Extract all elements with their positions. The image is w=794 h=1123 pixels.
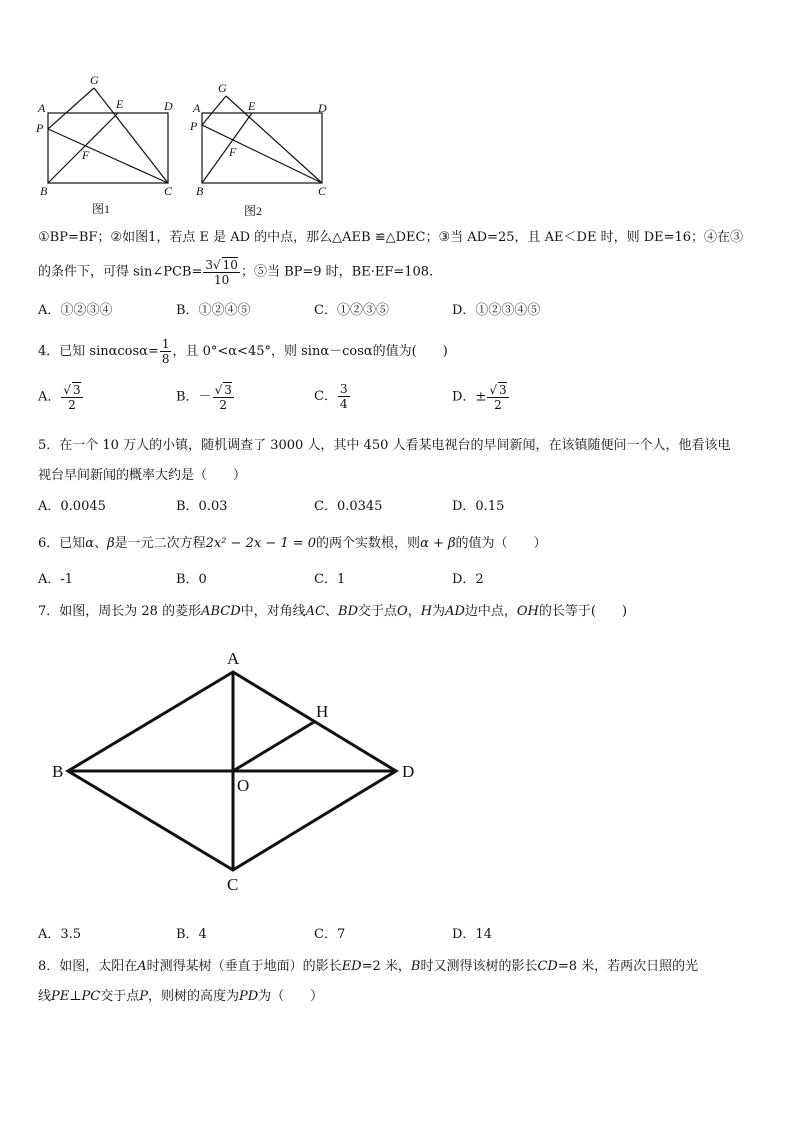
q4-option-d[interactable]: D．± $\frac{√ 3}{2}$ — [452, 383, 507, 412]
fig1-label-C: C — [164, 184, 173, 198]
q8-pd: PD — [238, 989, 259, 1004]
q6-p1: 6．已知 — [38, 536, 86, 551]
q4-c-num: 3 — [339, 382, 348, 396]
q6-sep: 、 — [94, 536, 108, 551]
q7-abcd: ABCD — [201, 604, 241, 619]
q3-statement-line1: ①BP=BF；②如图1，若点 E 是 AD 的中点，那么△AEB ≌△DEC；③当 AD=25，且 AE＜DE 时，则 DE=16；④在③ — [38, 230, 744, 245]
q5-option-d[interactable]: D．0.15 — [452, 499, 505, 514]
fig2-line-PG — [202, 96, 226, 125]
fig2-label-B: B — [196, 184, 204, 198]
q6-beta: β — [107, 536, 115, 551]
fig2-label-G: G — [218, 81, 227, 95]
q6-option-c[interactable]: C．1 — [314, 572, 346, 587]
q7-segment-oh — [233, 722, 314, 771]
q3-option-c[interactable]: C．①②③⑤ — [314, 303, 389, 318]
q3-frac-coef: 3 — [205, 258, 214, 272]
q3-option-d[interactable]: D．①②③④⑤ — [452, 303, 541, 318]
fig1-line-PC — [48, 129, 168, 183]
q5-stem-line1: 5．在一个 10 万人的小镇，随机调查了 3000 人，其中 450 人看某电视台的早间新闻，在该镇随便问一个人，他看该电 — [38, 438, 731, 453]
fig2-label-D: D — [318, 101, 327, 115]
fig2-rectangle — [202, 113, 322, 183]
fig1-label-F: F — [82, 148, 90, 162]
q7-o: O — [397, 604, 408, 619]
q4-d-radicand: 3 — [498, 383, 507, 397]
q7-p5: ， — [407, 604, 421, 619]
q8-l2-p2: 交于点 — [100, 989, 140, 1004]
q4-a-label: A． — [38, 389, 61, 405]
q4-option-a[interactable]: A． $\frac{√ 3}{2}$ — [38, 383, 81, 412]
fig1-label-A: A — [38, 101, 46, 115]
q7-p2: 中，对角线 — [240, 604, 306, 619]
figure-1-labels — [35, 73, 173, 198]
q7-p6: 为 — [432, 604, 446, 619]
q8-cd: CD — [537, 959, 558, 974]
q6-p2: 是一元二次方程 — [114, 536, 206, 551]
q8-l2-p3: ，则树的高度为 — [147, 989, 239, 1004]
q4-d-label: D．± — [452, 389, 487, 405]
q7-option-d[interactable]: D．14 — [452, 927, 492, 942]
q8-p5: =8 米，若两次日照的光 — [557, 959, 699, 974]
q5-option-c[interactable]: C．0.0345 — [314, 499, 383, 514]
q7-ad: AD — [445, 604, 465, 619]
q4-fraction — [160, 337, 172, 366]
fig1-caption: 图1 — [92, 202, 111, 216]
q4-option-b[interactable]: B．－ $\frac{√ 3}{2}$ — [176, 383, 232, 412]
q3-statement-line2 — [38, 257, 433, 287]
fig1-label-P: P — [36, 121, 44, 135]
q7-rhombus-figure — [40, 640, 440, 900]
q4-frac-num: 1 — [161, 337, 170, 351]
q7-p3: 、 — [325, 604, 339, 619]
q7-label-B: B — [52, 762, 64, 781]
fig1-label-G: G — [90, 73, 99, 87]
q8-perp: ⊥ — [69, 989, 82, 1004]
q7-option-b[interactable]: B．4 — [176, 927, 207, 942]
q8-p: P — [139, 989, 148, 1004]
q7-label-O: O — [237, 776, 250, 795]
q7-label-C: C — [227, 875, 239, 894]
q6-option-d[interactable]: D．2 — [452, 572, 484, 587]
q7-label-D: D — [402, 762, 415, 781]
q6-p3: 的两个实数根，则 — [316, 536, 421, 551]
q8-p4: 时又测得该树的影长 — [420, 959, 538, 974]
q6-option-b[interactable]: B．0 — [176, 572, 207, 587]
q8-ed: ED — [341, 959, 362, 974]
q4-a-den: 2 — [68, 398, 76, 412]
q4-pre: 4．已知 sinαcosα= — [38, 344, 159, 359]
fig2-label-A: A — [193, 101, 201, 115]
figure-2-labels — [189, 81, 327, 198]
q5-stem-line2: 视台早间新闻的概率大约是（ ） — [38, 468, 247, 483]
q8-l2-p1: 线 — [38, 989, 52, 1004]
q4-option-c[interactable] — [314, 382, 351, 411]
q5-option-a[interactable]: A．0.0045 — [38, 499, 106, 514]
q4-d-den: 2 — [494, 398, 502, 412]
q8-b: B — [410, 959, 421, 974]
q4-frac-den: 8 — [161, 352, 170, 366]
q4-stem — [38, 337, 448, 366]
q6-equation: 2x² − 2x − 1 = 0 — [205, 536, 317, 551]
fig2-line-BE — [202, 113, 252, 183]
q3-sin-fraction: $\frac{3√ 10}{10}$ — [205, 258, 238, 287]
q8-p1: 8．如图，太阳在 — [38, 959, 138, 974]
fig2-label-P: P — [190, 119, 198, 133]
fig2-caption: 图2 — [244, 204, 263, 218]
q4-b-label: B．－ — [176, 389, 212, 405]
figure-2 — [202, 96, 322, 183]
q7-bd: BD — [338, 604, 358, 619]
fig1-line-PG — [48, 88, 94, 129]
q3-option-b[interactable]: B．①②④⑤ — [176, 303, 251, 318]
q8-p2: 时测得某树（垂直于地面）的影长 — [146, 959, 342, 974]
q7-p7: 边中点， — [464, 604, 517, 619]
q8-stem-line1 — [38, 957, 698, 977]
q4-b-radicand: 3 — [224, 383, 232, 397]
q7-oh: OH — [516, 604, 539, 619]
q4-c-den: 4 — [339, 397, 348, 411]
q8-l2-p4: 为（ ） — [258, 989, 324, 1004]
q7-p8: 的长等于( ) — [538, 604, 628, 619]
q8-pc: PC — [81, 989, 101, 1004]
fig1-label-D: D — [164, 99, 173, 113]
q8-pe: PE — [51, 989, 70, 1004]
q7-p4: 交于点 — [358, 604, 398, 619]
q7-option-a[interactable]: A．3.5 — [38, 927, 82, 942]
figure-1 — [48, 88, 168, 183]
fig2-label-C: C — [318, 184, 327, 198]
fig2-line-PC — [202, 125, 322, 183]
q8-a: A — [137, 959, 147, 974]
q7-label-A: A — [227, 649, 240, 668]
q4-b-den: 2 — [219, 398, 228, 412]
q7-label-H: H — [316, 702, 329, 721]
q6-alpha: α — [85, 536, 95, 551]
q8-stem-line2 — [38, 987, 323, 1007]
q7-stem — [38, 602, 627, 622]
q4-c-label: C． — [314, 389, 337, 404]
q4-post: ，且 0°<α<45°，则 sinα－cosα的值为( ) — [172, 344, 448, 359]
fig2-line-GC — [226, 96, 322, 183]
q6-option-a[interactable]: A．-1 — [38, 572, 74, 587]
q6-stem — [38, 534, 547, 554]
q7-p1: 7．如图，周长为 28 的菱形 — [38, 604, 202, 619]
q3-line2-pre: 的条件下，可得 sin∠PCB= — [38, 264, 203, 280]
q3-frac-den: 10 — [214, 273, 230, 287]
q6-p4: 的值为（ ） — [455, 536, 547, 551]
q3-line2-post: ；⑤当 BP=9 时，BE·EF=108. — [240, 264, 434, 280]
fig1-label-E: E — [116, 97, 124, 111]
q3-option-a[interactable]: A．①②③④ — [38, 303, 113, 318]
q7-option-c[interactable]: C．7 — [314, 927, 346, 942]
fig1-line-GC — [94, 88, 168, 183]
fig2-label-F: F — [229, 145, 237, 159]
q7-ac: AC — [305, 604, 325, 619]
fig2-label-E: E — [248, 99, 256, 113]
q4-a-radicand: 3 — [73, 383, 81, 397]
top-figures — [30, 70, 350, 220]
q5-option-b[interactable]: B．0.03 — [176, 499, 228, 514]
q6-sum: α + β — [420, 536, 456, 551]
fig1-label-B: B — [40, 184, 48, 198]
q7-h: H — [420, 604, 433, 619]
q8-p3: =2 米， — [361, 959, 411, 974]
q3-frac-radicand: 10 — [222, 258, 238, 272]
